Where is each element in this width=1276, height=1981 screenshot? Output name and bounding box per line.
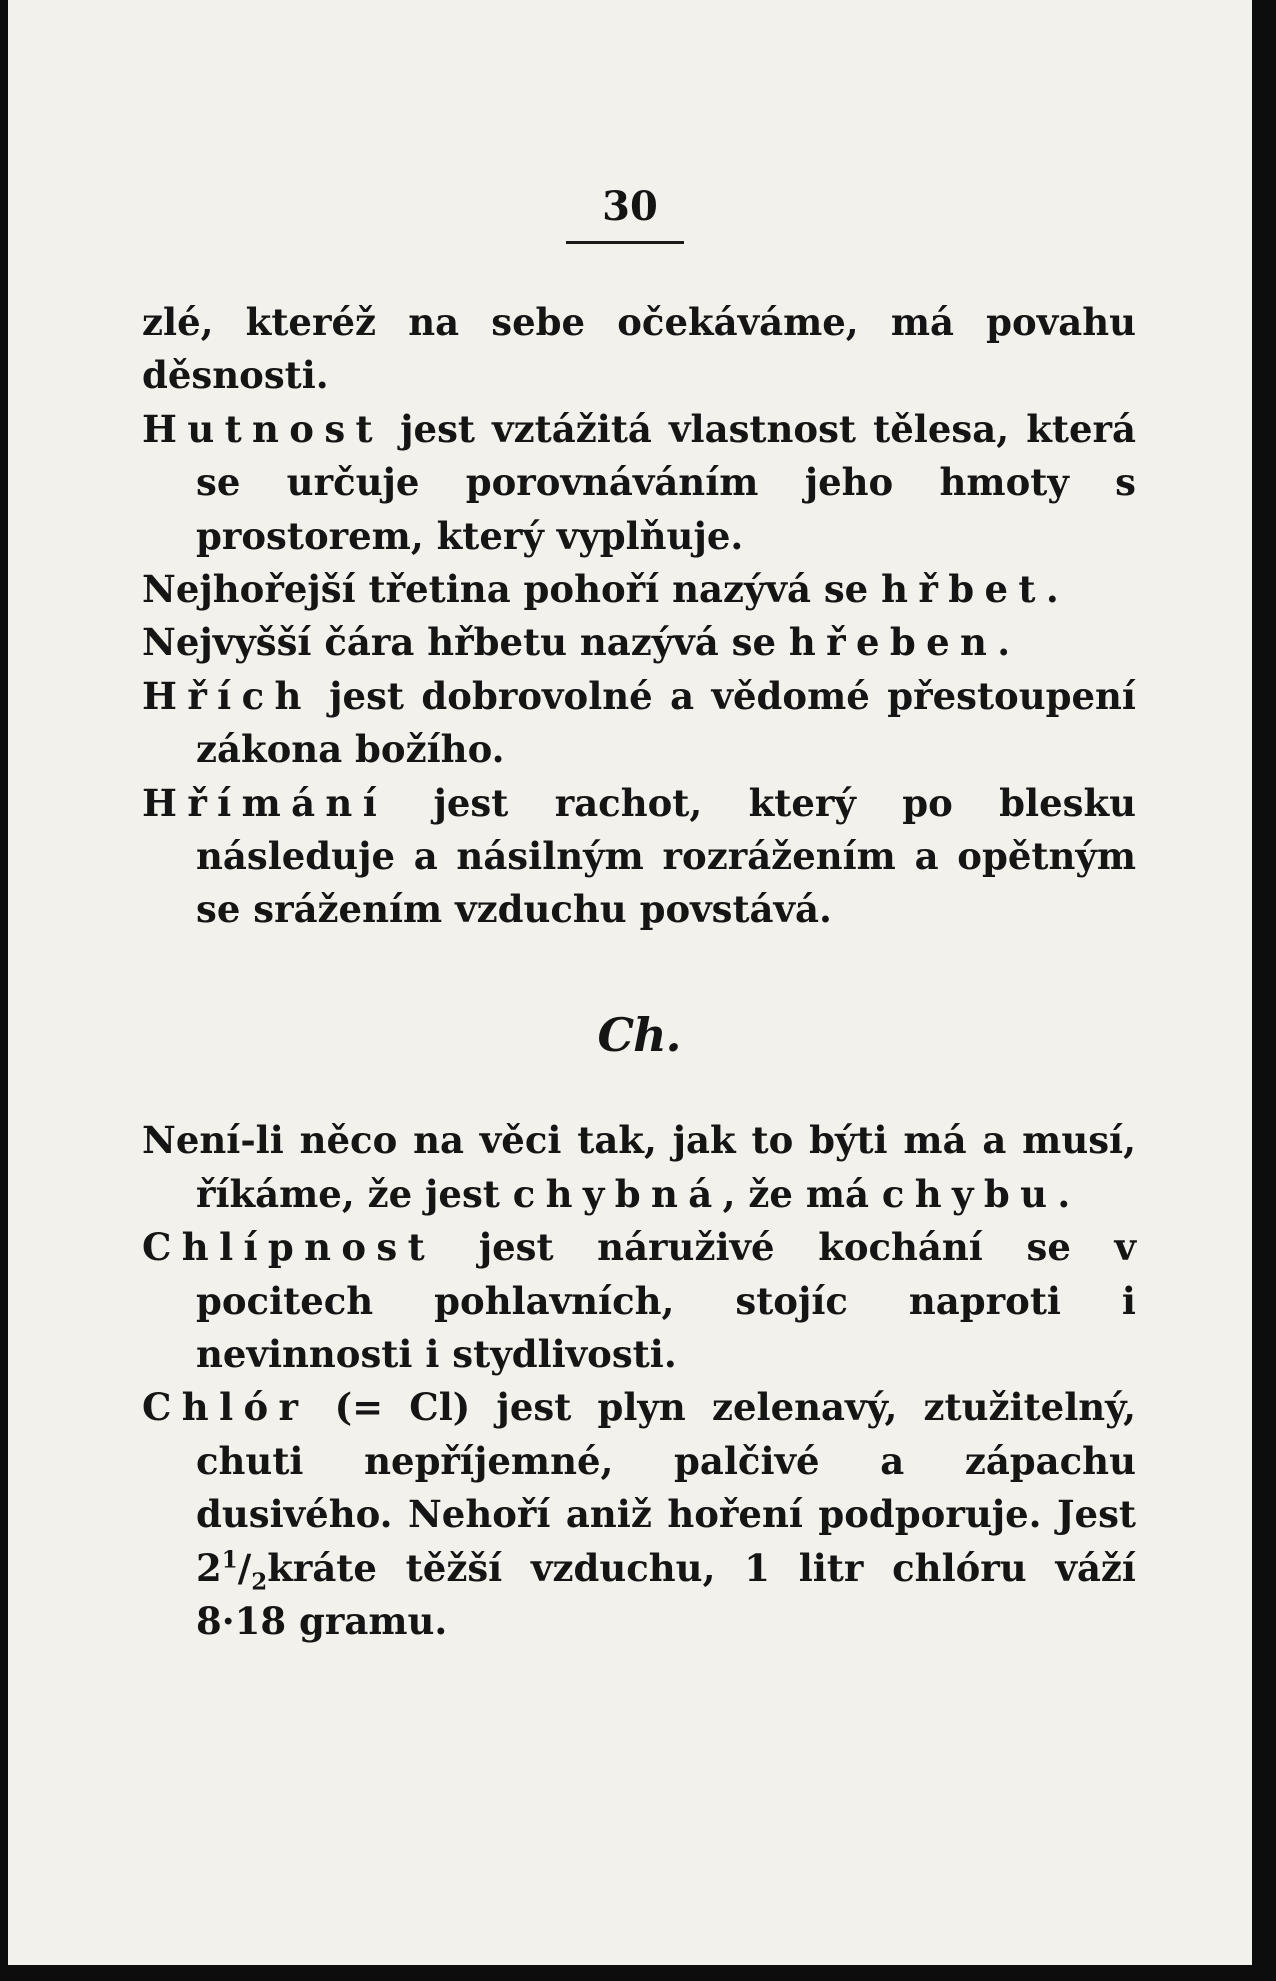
entry-term: chybu <box>881 1171 1058 1216</box>
entry-text: Není-li něco na věci tak, jak to býti má a musí, říkáme, že jest <box>142 1118 1136 1216</box>
entry-text: kráte těžší vzduchu, 1 litr chlóru váží 8·18 gramu. <box>196 1545 1136 1643</box>
entry-term: Chlór <box>142 1385 309 1430</box>
entry-term: Chlípnost <box>142 1225 436 1270</box>
fraction-numerator: 1 <box>221 1546 238 1574</box>
entry-text: . <box>1057 1171 1071 1216</box>
entry-text: jest náruživé kochání se v pocitech pohlavních, stojíc naproti i nevinnosti i stydlivosti. <box>196 1225 1136 1376</box>
page-number-rule <box>566 241 684 244</box>
entry-text: , že má <box>722 1171 882 1216</box>
entry-hreben <box>142 616 1136 669</box>
section-heading: Ch. <box>597 1007 681 1062</box>
entry-hrich <box>142 670 1136 777</box>
entry-hutnost <box>142 403 1136 563</box>
entry-text: jest vztážitá vlastnost tělesa, která se určuje porovnáváním jeho hmoty s prostorem, který vyplňuje. <box>196 406 1136 558</box>
book-page <box>8 0 1252 1965</box>
entry-term: hřeben <box>788 620 998 665</box>
entry-chlipnost <box>142 1221 1136 1381</box>
fraction-whole: 2 <box>196 1545 222 1590</box>
entry-hrimani <box>142 777 1136 937</box>
entry-text: (= Cl) jest plyn zelenavý, ztužitelný, chuti nepříjemné, palčivé a zápachu dusivého. Nehoří aniž hoření podporuje. Jest <box>196 1385 1136 1537</box>
body-text <box>142 296 1136 1648</box>
entry-text: . <box>997 620 1011 665</box>
fraction-denominator: 2 <box>251 1567 268 1595</box>
page-number: 30 <box>602 183 658 230</box>
entry-term: Hřímání <box>142 780 388 825</box>
entry-text: Nejvyšší čára hřbetu nazývá se <box>142 620 789 665</box>
entry-term: hřbet <box>881 567 1046 612</box>
entry-hrbet <box>142 563 1136 616</box>
fraction: $2^1/_2$ <box>196 1545 268 1595</box>
entry-text: Nejhořejší třetina pohoří nazývá se <box>142 567 882 612</box>
entry-chlor <box>142 1381 1136 1648</box>
entry-term: Hutnost <box>142 406 383 451</box>
entry-text: jest rachot, který po blesku následuje a násilným rozrážením a opětným se srážením vzduchu povstává. <box>196 780 1136 932</box>
entry-text: . <box>1045 567 1059 612</box>
entry-text: jest dobrovolné a vědomé přestoupení zákona božího. <box>196 673 1136 772</box>
entry-term: Hřích <box>142 673 312 718</box>
continued-paragraph: zlé, kteréž na sebe očekáváme, má povahu děsnosti. <box>142 300 1136 398</box>
entry-term: chybná <box>512 1171 723 1216</box>
entry-chyba <box>142 1114 1136 1221</box>
